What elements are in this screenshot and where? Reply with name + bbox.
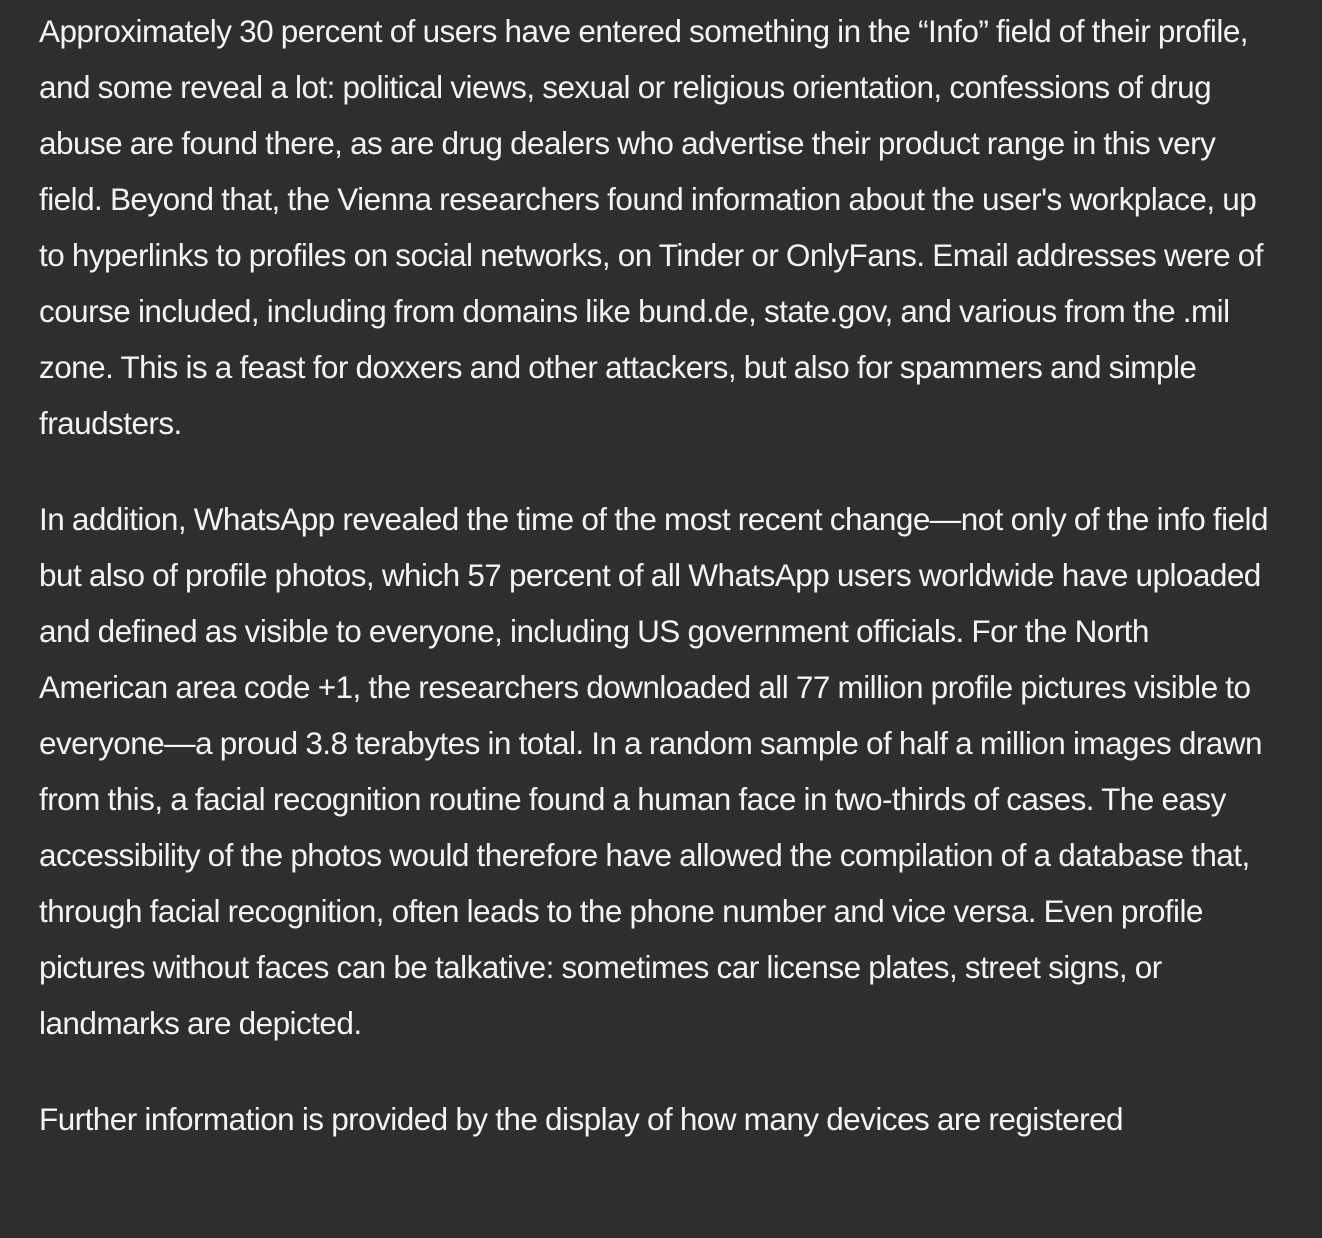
article-body [39,3,1271,1187]
paragraph-profile-photos: In addition, WhatsApp revealed the time of the most recent change—not only of the info field but also of profile photos, which 57 percent of all WhatsApp users worldwide have uploaded and defined as visible to everyone, including US government officials. For the North American area code +1, the researchers downloaded all 77 million profile pictures visible to everyone—a proud 3.8 terabytes in total. In a random sample of half a million images drawn from this, a facial recognition routine found a human face in two-thirds of cases. The easy accessibility of the photos would therefore have allowed the compilation of a database that, through facial recognition, often leads to the phone number and vice versa. Even profile pictures without faces can be talkative: sometimes car license plates, street signs, or landmarks are depicted. [39,501,1268,1041]
paragraph-devices: Further information is provided by the display of how many devices are registered [39,1101,1124,1137]
paragraph-info-field: Approximately 30 percent of users have entered something in the “Info” field of their profile, and some reveal a lot: political views, sexual or religious orientation, confessions of drug abuse are found there, as are drug dealers who advertise their product range in this very field. Beyond that, the Vienna researchers found information about the user's workplace, up to hyperlinks to profiles on social networks, on Tinder or OnlyFans. Email addresses were of course included, including from domains like bund.de, state.gov, and various from the .mil zone. This is a feast for doxxers and other attackers, but also for spammers and simple fraudsters. [39,13,1263,441]
